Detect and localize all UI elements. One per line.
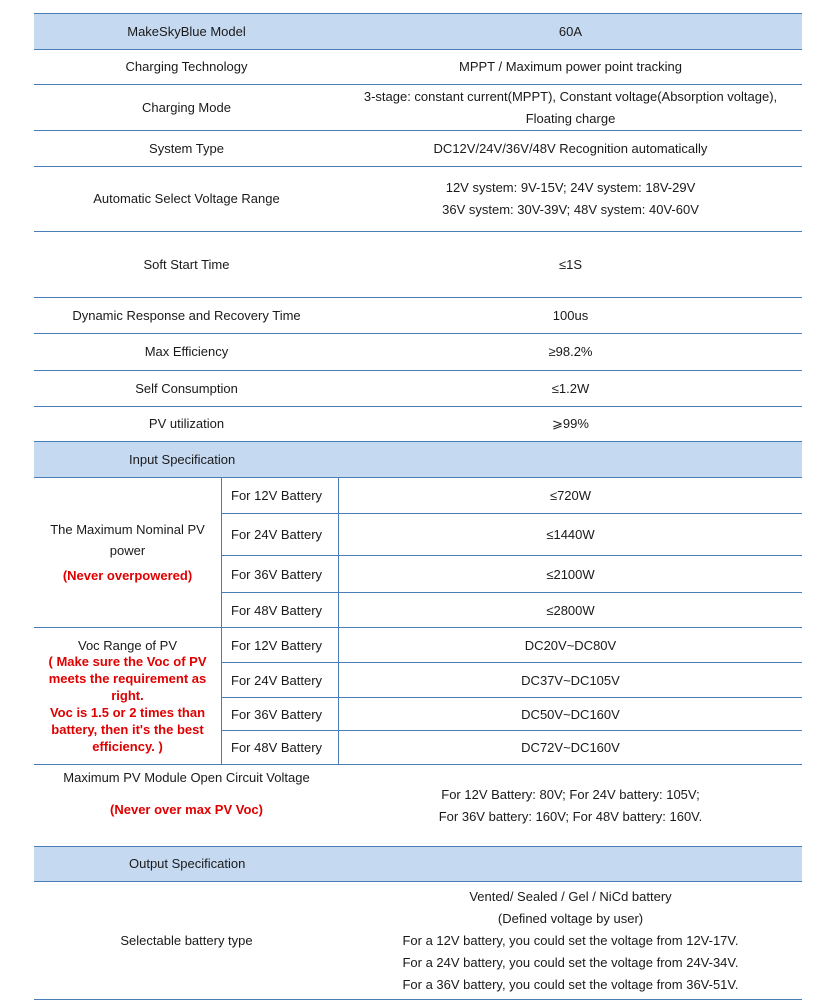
spec-label: Self Consumption (135, 380, 238, 396)
cell-text: For 12V Battery (222, 478, 339, 513)
spec-row-system-type (34, 131, 802, 167)
cell-text: Voc is 1.5 or 2 times than (49, 704, 206, 720)
spec-row-voltage-range (34, 167, 802, 232)
spec-row-battery-type (34, 882, 802, 1000)
never-overpowered-warning: (Never overpowered) (62, 568, 193, 583)
max-voc-value (339, 765, 802, 846)
voc-range-row (222, 663, 802, 698)
cell-text: meets the requirement as (48, 670, 207, 686)
spec-value (339, 232, 802, 297)
spec-label: System Type (149, 140, 224, 156)
cell-text: ≤2800W (546, 602, 595, 618)
cell-text: (Defined voltage by user) (497, 910, 644, 926)
nominal-power-row (222, 478, 802, 514)
cell-text: For 48V Battery (222, 731, 339, 764)
cell-text: For 36V battery: 160V; For 48V battery: 160V. (438, 808, 703, 824)
spec-label: Automatic Select Voltage Range (93, 191, 280, 206)
cell-text: ≤720W (549, 488, 592, 503)
cell-text: For 12V Battery (222, 628, 339, 662)
cell-text: battery, then it's the best (51, 721, 204, 737)
spec-value (339, 50, 802, 84)
cell-text: ( Make sure the Voc of PV (48, 653, 207, 669)
cell-text: DC50V~DC160V (521, 706, 620, 722)
cell-text: For 36V Battery (222, 556, 339, 592)
voc-range-row (222, 731, 802, 765)
nominal-power-label (34, 478, 222, 628)
spec-row-charging-technology (34, 50, 802, 85)
cell-text: 12V system: 9V-15V; 24V system: 18V-29V (445, 180, 696, 195)
cell-text: MPPT / Maximum power point tracking (459, 59, 682, 74)
cell-text: ≤2100W (546, 566, 595, 582)
spec-row-self-consumption (34, 371, 802, 407)
cell-text: The Maximum Nominal PV (50, 522, 205, 537)
never-over-voc-warning: (Never over max PV Voc) (110, 802, 263, 817)
nominal-power-row (222, 514, 802, 556)
nominal-power-row (222, 556, 802, 593)
cell-text: ≤1S (558, 256, 583, 272)
cell-text: ≤1440W (546, 527, 595, 542)
spec-label: Charging Technology (125, 59, 248, 74)
cell-text: DC12V/24V/36V/48V Recognition automatically (433, 140, 708, 156)
spec-value (339, 298, 802, 333)
cell-text: For 36V Battery (222, 698, 339, 730)
cell-text: ⩾99% (552, 416, 589, 431)
cell-text: Floating charge (525, 110, 616, 126)
spec-label: Soft Start Time (143, 256, 230, 272)
max-voc-label (34, 765, 339, 846)
cell-text: DC72V~DC160V (521, 740, 620, 755)
battery-type-value (339, 882, 802, 999)
input-spec-header (34, 442, 802, 478)
spec-value (339, 85, 802, 130)
spec-value (339, 167, 802, 231)
spec-label: PV utilization (148, 416, 225, 431)
spec-value (339, 334, 802, 370)
cell-text: For a 12V battery, you could set the voltage from 12V-17V. (402, 932, 739, 948)
spec-label: Charging Mode (142, 99, 231, 115)
spec-value (339, 371, 802, 406)
spec-label: Dynamic Response and Recovery Time (72, 307, 301, 323)
spec-value (339, 131, 802, 166)
cell-text: efficiency. ) (92, 738, 163, 754)
cell-text: right. (111, 687, 144, 703)
voc-range-group (34, 628, 802, 765)
model-label: MakeSkyBlue Model (127, 23, 246, 39)
cell-text: 36V system: 30V-39V; 48V system: 40V-60V (442, 202, 699, 217)
spec-row-charging-mode (34, 85, 802, 131)
cell-text: For 48V Battery (222, 593, 339, 627)
spec-row-max-efficiency (34, 334, 802, 371)
output-spec-header (34, 847, 802, 882)
cell-text: DC37V~DC105V (521, 672, 620, 688)
cell-text: For a 36V battery, you could set the voltage from 36V-51V. (402, 976, 739, 992)
cell-text: Vented/ Sealed / Gel / NiCd battery (469, 888, 672, 904)
cell-text: For a 24V battery, you could set the voltage from 24V-34V. (402, 954, 739, 970)
section-title: Input Specification (129, 451, 236, 467)
spec-value (339, 407, 802, 441)
cell-text: ≥98.2% (548, 344, 593, 359)
cell-text: Voc Range of PV (77, 637, 177, 653)
spec-label: Max Efficiency (144, 344, 229, 359)
nominal-power-row (222, 593, 802, 628)
spec-row-soft-start (34, 232, 802, 298)
battery-type-label: Selectable battery type (120, 932, 253, 948)
spec-row-max-voc (34, 765, 802, 847)
model-header-row (34, 14, 802, 50)
cell-text: 100us (552, 307, 589, 323)
nominal-power-group (34, 478, 802, 628)
cell-text: Maximum PV Module Open Circuit Voltage (63, 770, 310, 785)
cell-text: 3-stage: constant current(MPPT), Constant voltage(Absorption voltage), (363, 88, 778, 104)
model-value: 60A (558, 23, 583, 39)
voc-range-label (34, 628, 222, 765)
spec-row-pv-utilization (34, 407, 802, 442)
spec-row-dynamic-response (34, 298, 802, 334)
cell-text: power (109, 543, 146, 558)
voc-range-row (222, 698, 802, 731)
cell-text: For 24V Battery (222, 514, 339, 555)
section-title: Output Specification (129, 856, 246, 871)
voc-range-row (222, 628, 802, 663)
cell-text: DC20V~DC80V (524, 637, 617, 653)
cell-text: For 12V Battery: 80V; For 24V battery: 105V; (441, 786, 700, 802)
cell-text: ≤1.2W (551, 380, 590, 396)
cell-text: For 24V Battery (222, 663, 339, 697)
spec-table (34, 13, 802, 1000)
